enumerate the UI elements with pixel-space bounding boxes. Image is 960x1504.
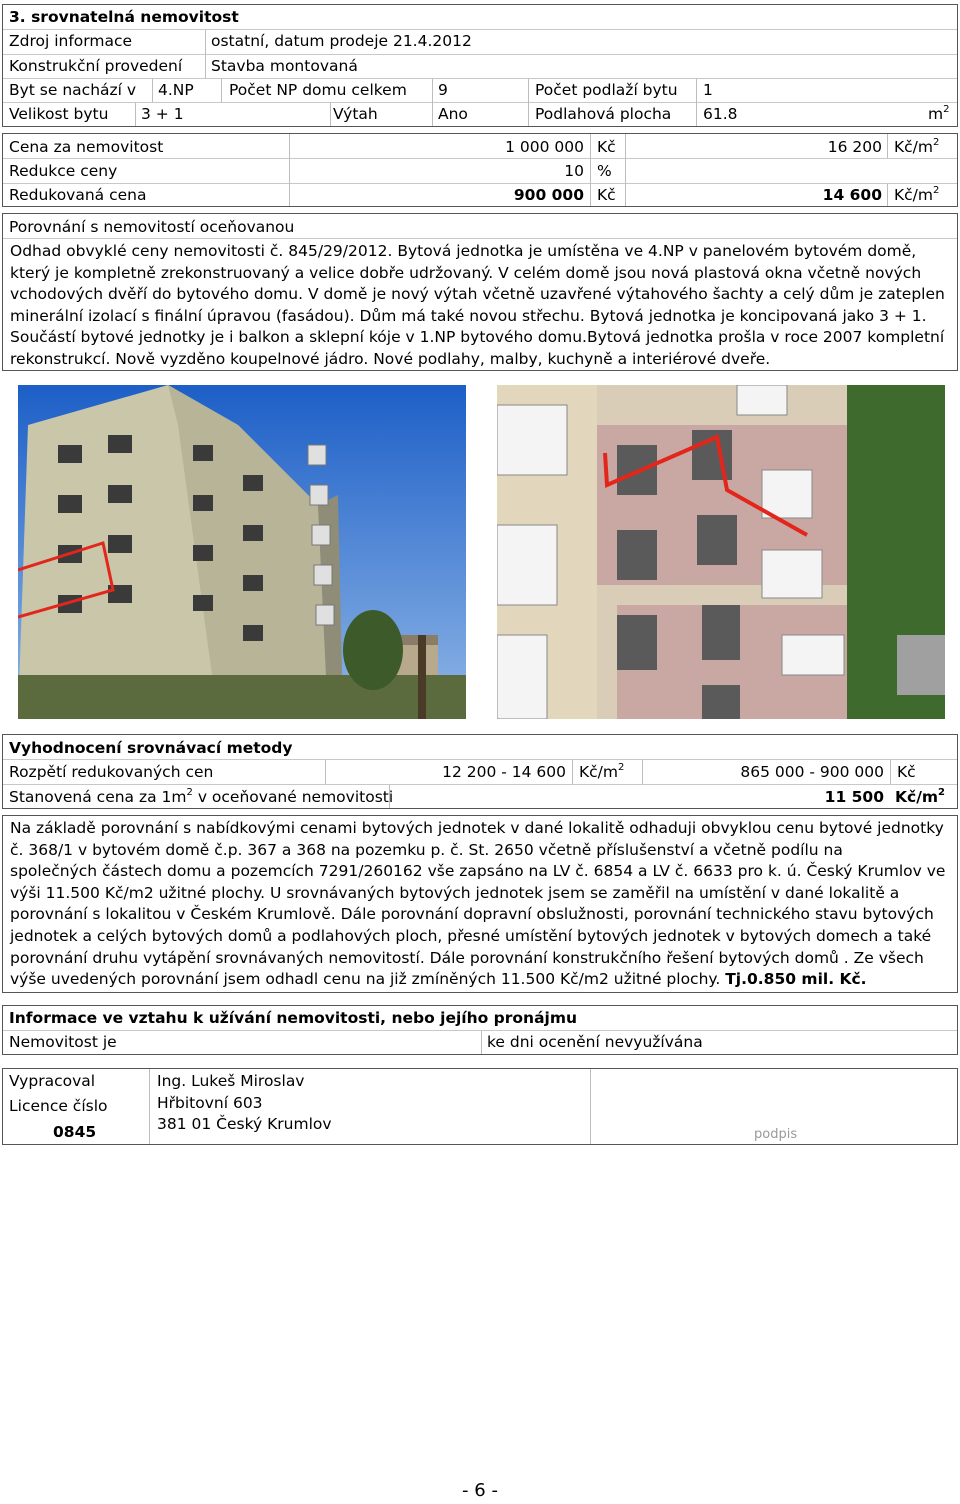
- byt-label: Byt se nachází v: [9, 81, 137, 99]
- usage-label: Nemovitost je: [9, 1033, 117, 1051]
- usage-value: ke dni ocenění nevyužívána: [487, 1033, 703, 1051]
- licence-value: 0845: [53, 1123, 97, 1141]
- conclusion-line: výše uvedených porovnání jsem odhadl cenu na již zmíněných 11.500 Kč/m2 užitné plochy. Tj.0.850 mil. Kč.: [10, 970, 867, 989]
- plocha-unit: $m^2$: [928, 104, 950, 123]
- pocet-np-label: Počet NP domu celkem: [229, 81, 407, 99]
- licence-label: Licence číslo: [9, 1097, 108, 1115]
- page-number: - 6 -: [462, 1480, 498, 1501]
- byt-value: 4.NP: [158, 81, 194, 99]
- comparison-line: minerální izolací s finální úpravou (fasádou). Dům má také novou střechu. Bytová jednotka je koncipovaná jako 3 + 1.: [10, 306, 927, 325]
- evaluation-title: Vyhodnocení srovnávací metody: [9, 739, 293, 757]
- velikost-value: 3 + 1: [141, 105, 184, 123]
- konstrukce-value: Stavba montovaná: [211, 57, 358, 75]
- conclusion-line: společných částech domu a pozemcích 7291/260162 vše zapsáno na LV č. 6854 a LV č. 6633 pro k. ú. Český Krumlov ve: [10, 862, 946, 881]
- redukovana-m2-unit: $Kč/m^2$: [894, 185, 940, 204]
- vytah-value: Ano: [438, 105, 468, 123]
- cena-m2-value: 16 200: [827, 138, 882, 156]
- comparison-text: [10, 241, 955, 371]
- stanovena-value: 11 500: [824, 788, 884, 806]
- rozpeti-value: 12 200 - 14 600: [442, 763, 566, 781]
- usage-title: Informace ve vztahu k užívání nemovitosti, nebo jejího pronájmu: [9, 1009, 578, 1027]
- section-title: 3. srovnatelná nemovitost: [9, 8, 239, 26]
- building-photo-right: [497, 385, 945, 719]
- redukovana-unit: Kč: [597, 186, 616, 204]
- comparison-line: Odhad obvyklé ceny nemovitosti č. 845/29/2012. Bytová jednotka je umístěna ve 4.NP v panelovém bytovém domě,: [10, 242, 917, 260]
- podlazi-label: Počet podlaží bytu: [535, 81, 678, 99]
- redukovana-value: 900 000: [513, 186, 584, 204]
- zdroj-label: Zdroj informace: [9, 32, 133, 50]
- redukovana-m2-value: 14 600: [822, 186, 882, 204]
- comparison-line: vchodových dvěří do bytového domu. V domě je nový výtah včetně uzavřené výtahového šachty a celý dům je zateplen: [10, 285, 945, 304]
- plocha-value: 61.8: [703, 105, 738, 123]
- rozpeti-total-unit: Kč: [897, 763, 916, 781]
- rozpeti-unit: $Kč/m^2$: [579, 762, 625, 781]
- rozpeti-total: 865 000 - 900 000: [740, 763, 884, 781]
- cena-value: 1 000 000: [505, 138, 584, 156]
- signature-label: podpis: [754, 1127, 798, 1142]
- conclusion-text: [10, 818, 955, 991]
- cena-label: Cena za nemovitost: [9, 138, 164, 156]
- comparison-line: Součástí bytové jednotky je i balkon a sklepní kóje v 1.NP bytového domu.Bytová jednotka prošla v roce 2007 kompletní: [10, 328, 945, 347]
- redukce-label: Redukce ceny: [9, 162, 118, 180]
- conclusion-line: č. 368/1 v bytovém domě č.p. 367 a 368 na pozemku p. č. St. 2650 včetně příslušenství a včetně podílu na: [10, 840, 843, 859]
- podlazi-value: 1: [703, 81, 713, 99]
- konstrukce-label: Konstrukční provedení: [9, 57, 183, 75]
- conclusion-line: jednotek a celých bytových domů a podlahových ploch, přesné umístění bytových jednotek v bytových domech a také: [10, 926, 932, 945]
- comparison-line: rekonstrukcí. Nově vyzděno koupelnové jádro. Nové podlahy, malby, kuchyně a interiérové dveře.: [10, 349, 771, 368]
- conclusion-line: výši 11.500 Kč/m2 užitné plochy. U srovnávaných bytových jednotek jsem se zaměřil na umístění v dané lokalitě a: [10, 883, 900, 902]
- comparison-line: který je kompletně zrekonstruovaný a velice dobře udržovaný. V celém domě jsou nová plastová okna včetně nových: [10, 263, 922, 282]
- comparison-title: Porovnání s nemovitostí oceňovanou: [9, 218, 295, 236]
- cena-unit: Kč: [597, 138, 616, 156]
- author-street: Hřbitovní 603: [157, 1094, 263, 1112]
- zdroj-value: ostatní, datum prodeje 21.4.2012: [211, 32, 472, 50]
- redukce-value: 10: [564, 162, 584, 180]
- building-photo-left: [18, 385, 466, 719]
- conclusion-line: Na základě porovnání s nabídkovými cenami bytových jednotek v dané lokalitě odhaduji obvyklou cenu bytové jednotky: [10, 819, 944, 837]
- redukovana-label: Redukovaná cena: [9, 186, 147, 204]
- vytah-label: Výtah: [333, 105, 378, 123]
- conclusion-line: porovnání druhu vytápění srovnávaných nemovitostí. Dále porovnání konstrukčního řešení bytových domů . Ze všech: [10, 948, 924, 967]
- conclusion-line: porovnání s lokalitou v Českém Krumlově. Dále porovnání dopravní obslužnosti, porovnání technického stavu bytových: [10, 905, 934, 924]
- author-table: [2, 1068, 958, 1145]
- plocha-label: Podlahová plocha: [535, 105, 672, 123]
- stanovena-unit: $Kč/m^2$: [895, 787, 945, 806]
- author-name: Ing. Lukeš Miroslav: [157, 1072, 305, 1090]
- redukce-unit: %: [597, 162, 612, 180]
- author-city: 381 01 Český Krumlov: [157, 1115, 332, 1133]
- pocet-np-value: 9: [438, 81, 448, 99]
- rozpeti-label: Rozpětí redukovaných cen: [9, 763, 214, 781]
- stanovena-label: Stanovená cena za $1m^2$ v oceňované nemovitosti: [9, 787, 394, 806]
- vypracoval-label: Vypracoval: [9, 1072, 96, 1090]
- cena-m2-unit: $Kč/m^2$: [894, 137, 940, 156]
- velikost-label: Velikost bytu: [9, 105, 109, 123]
